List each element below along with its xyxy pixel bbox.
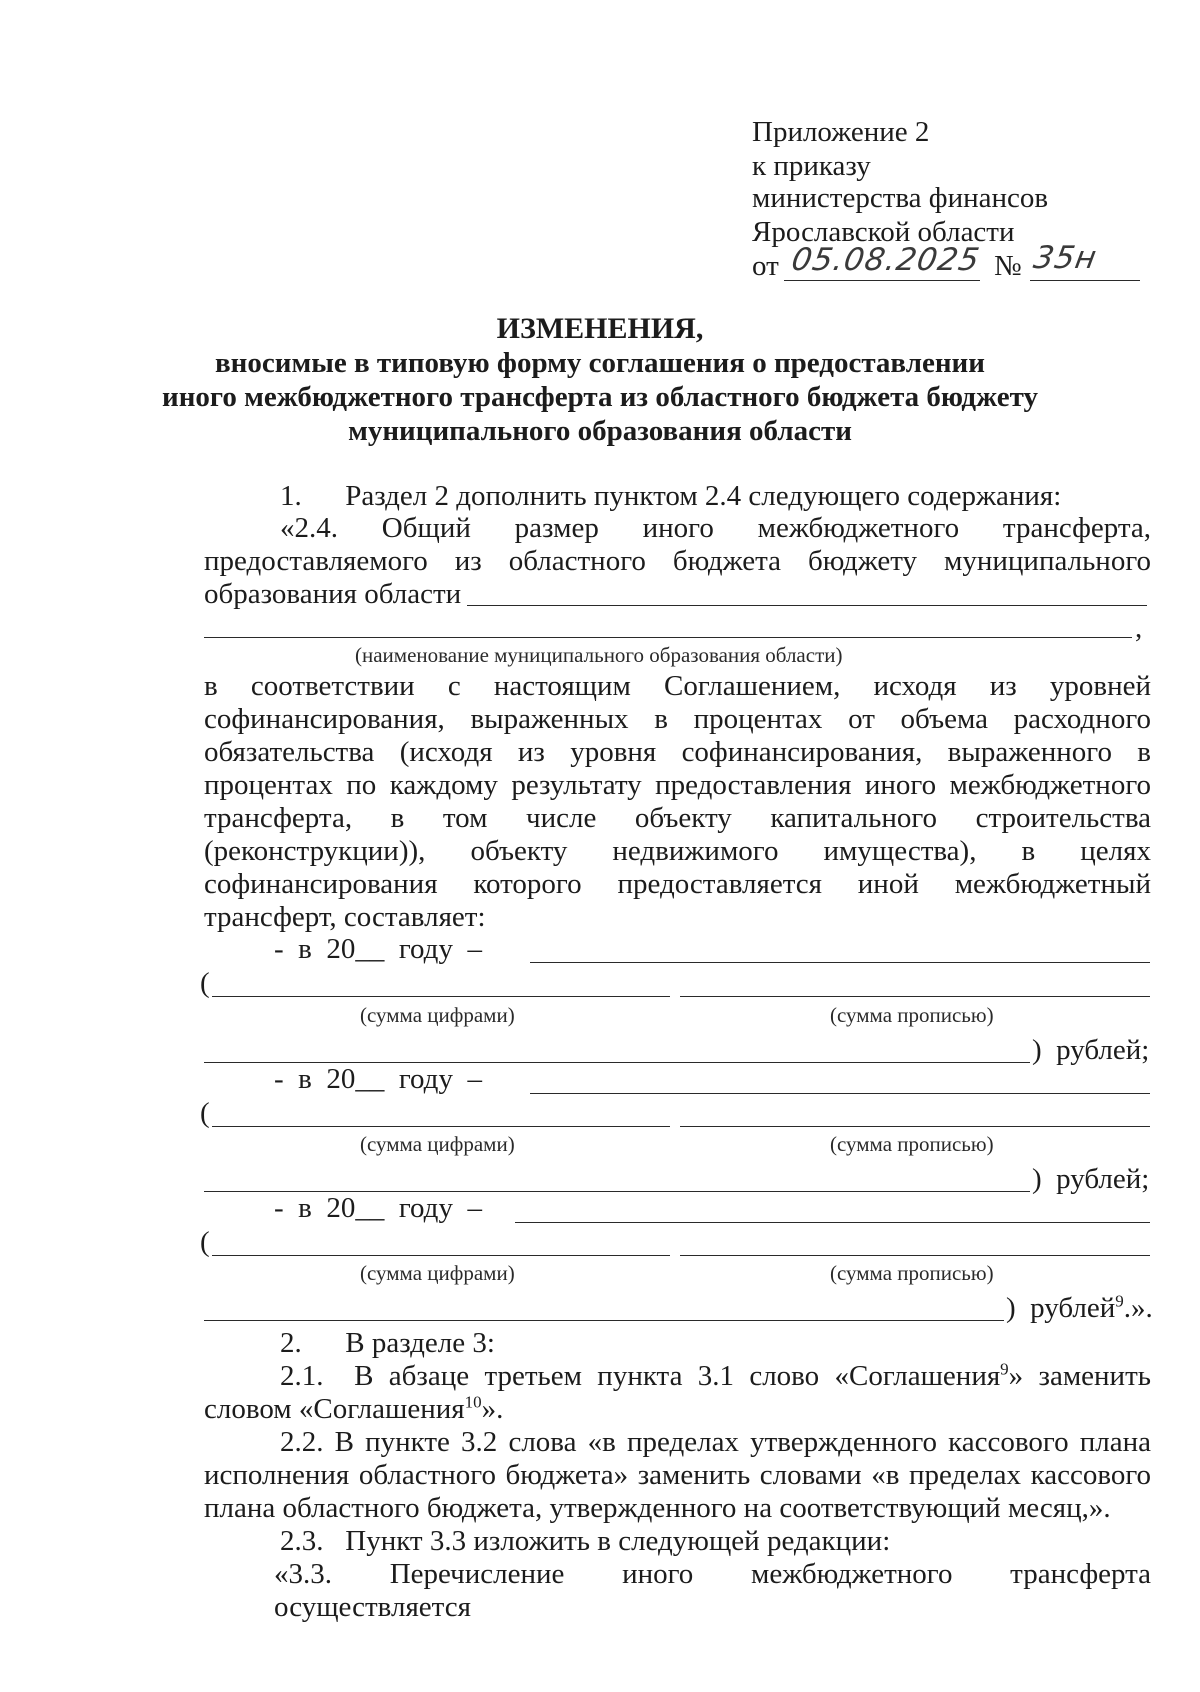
- item-2-2-line-3: плана областного бюджета, утвержденного на соответствующий месяц,».: [204, 1492, 1111, 1524]
- ministry-label: министерства финансов: [752, 182, 1049, 214]
- item-2-2-line-1: 2.2. В пункте 3.2 слова «в пределах утвержденного кассового плана: [280, 1426, 1151, 1458]
- clause-2-4-line-3: образования области: [204, 578, 462, 610]
- year-label-2: - в 20__ году –: [274, 1063, 482, 1095]
- number-underline: [1030, 280, 1140, 281]
- title-line-4: муниципального образования области: [348, 415, 852, 447]
- open-paren-1: (: [200, 967, 210, 999]
- appendix-label: Приложение 2: [752, 116, 930, 148]
- hint-digits-3: (сумма цифрами): [360, 1261, 515, 1285]
- clause-2-4-line-1: «2.4. Общий размер иного межбюджетного трансферта,: [280, 512, 1151, 544]
- open-paren-2: (: [200, 1097, 210, 1129]
- region-label: Ярославской области: [752, 216, 1015, 248]
- para-line: обязательства (исходя из уровня софинансирования, выраженного в: [204, 736, 1151, 768]
- hint-words-1: (сумма прописью): [830, 1003, 994, 1027]
- year-label-1: - в 20__ году –: [274, 933, 482, 965]
- para-line: софинансирования которого предоставляется иной межбюджетный: [204, 868, 1151, 900]
- para-line-last: трансферт, составляет:: [204, 901, 486, 933]
- date-from-label: от: [752, 250, 779, 282]
- item-2-1-line-1: 2.1. В абзаце третьем пункта 3.1 слово «Соглашения$^9$» заменить: [280, 1359, 1151, 1392]
- rub-end-1: ) рублей;: [1032, 1034, 1150, 1066]
- year-amount-line-3: [515, 1222, 1150, 1223]
- sum-words-line-1: [680, 996, 1150, 997]
- hint-digits-2: (сумма цифрами): [360, 1132, 515, 1156]
- hint-municipality: (наименование муниципального образования области): [355, 643, 843, 667]
- title-line-3: иного межбюджетного трансферта из областного бюджета бюджету: [162, 381, 1038, 413]
- rub-end-2: ) рублей;: [1032, 1163, 1150, 1195]
- sum-digits-line-2: [212, 1126, 670, 1127]
- item-2-2-line-2: исполнения областного бюджета» заменить словами «в пределах кассового: [204, 1459, 1151, 1491]
- item-2-3: 2.3. Пункт 3.3 изложить в следующей редакции:: [280, 1525, 891, 1557]
- order-label: к приказу: [752, 150, 871, 182]
- municipality-field-line-1: [467, 605, 1147, 606]
- para-line: (реконструкции)), объекту недвижимого имущества), в целях: [204, 835, 1151, 867]
- clause-2-4-line-2: предоставляемого из областного бюджета бюджету муниципального: [204, 545, 1151, 577]
- para-line: процентах по каждому результату предоставления иного межбюджетного: [204, 769, 1151, 801]
- rub-end-3: ) рублей$^9$.».: [1006, 1291, 1153, 1324]
- sum-words-line-3: [680, 1255, 1150, 1256]
- para-line: трансферта, в том числе объекту капитального строительства: [204, 802, 1151, 834]
- hint-words-3: (сумма прописью): [830, 1261, 994, 1285]
- sum-digits-line-3: [212, 1255, 670, 1256]
- comma: ,: [1135, 612, 1143, 644]
- title-main: ИЗМЕНЕНИЯ,: [496, 312, 704, 345]
- item-2: 2. В разделе 3:: [280, 1327, 495, 1359]
- hint-words-2: (сумма прописью): [830, 1132, 994, 1156]
- open-paren-3: (: [200, 1226, 210, 1258]
- year-label-3: - в 20__ году –: [274, 1192, 482, 1224]
- sum-digits-line-1: [212, 996, 670, 997]
- para-line: софинансирования, выраженных в процентах от объема расходного: [204, 703, 1151, 735]
- sum-words-line-2: [680, 1126, 1150, 1127]
- handwritten-number: 35н: [1030, 240, 1100, 276]
- year-amount-line-1: [530, 962, 1150, 963]
- number-sign: №: [994, 250, 1022, 282]
- year-amount-line-2: [530, 1093, 1150, 1094]
- para-line: в соответствии с настоящим Соглашением, исходя из уровней: [204, 670, 1151, 702]
- item-1: 1. Раздел 2 дополнить пунктом 2.4 следующего содержания:: [280, 480, 1062, 512]
- hint-digits-1: (сумма цифрами): [360, 1003, 515, 1027]
- municipality-field-line-2: [204, 637, 1132, 638]
- item-2-1-line-2: словом «Соглашения$^{10}$».: [204, 1392, 504, 1425]
- title-line-2: вносимые в типовую форму соглашения о предоставлении: [215, 347, 985, 379]
- clause-3-3-line-1: «3.3. Перечисление иного межбюджетного трансферта осуществляется: [274, 1558, 1151, 1623]
- date-underline: [784, 280, 980, 281]
- sum-words-cont-line-3: [204, 1320, 1004, 1321]
- handwritten-date: 05.08.2025: [788, 242, 983, 278]
